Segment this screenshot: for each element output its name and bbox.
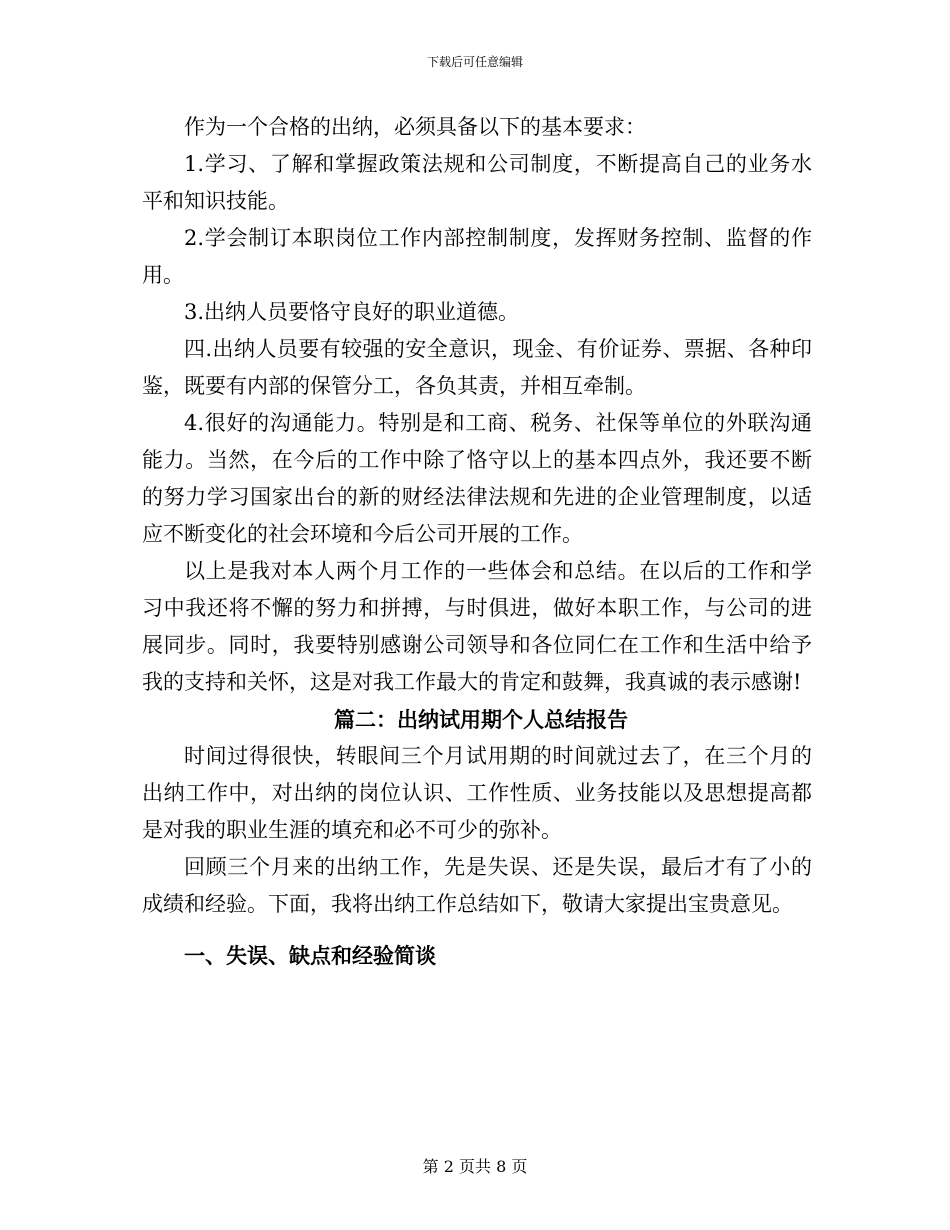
paragraph-item-2: 2.学会制订本职岗位工作内部控制制度，发挥财务控制、监督的作用。 (142, 226, 812, 287)
paragraph-item-1: 1.学习、了解和掌握政策法规和公司制度，不断提高自己的业务水平和知识技能。 (142, 152, 812, 213)
page-header: 下载后可任意编辑 (426, 55, 523, 69)
paragraph-item-3: 3.出纳人员要恪守良好的职业道德。 (184, 300, 520, 324)
page-number: 第 2 页共 8 页 (422, 1157, 528, 1176)
paragraph-conclusion: 以上是我对本人两个月工作的一些体会和总结。在以后的工作和学习中我还将不懈的努力和拼搏，与时俱进，做好本职工作，与公司的进展同步。同时，我要特别感谢公司领导和各位同仁在工作和生活中给予我的支持和关怀，这是对我工作最大的肯定和鼓舞，我真诚的表示感谢! (142, 559, 812, 694)
paragraph-intro: 作为一个合格的出纳，必须具备以下的基本要求： (184, 115, 646, 139)
section-subheading: 一、失误、缺点和经验简谈 (184, 943, 436, 968)
paragraph-section2-review: 回顾三个月来的出纳工作，先是失误、还是失误，最后才有了小的成绩和经验。下面，我将出纳工作总结如下，敬请大家提出宝贵意见。 (142, 855, 812, 916)
section-title: 篇二：出纳试用期个人总结报告 (334, 707, 628, 732)
paragraph-section2-intro: 时间过得很快，转眼间三个月试用期的时间就过去了，在三个月的出纳工作中，对出纳的岗位认识、工作性质、业务技能以及思想提高都是对我的职业生涯的填充和必不可少的弥补。 (142, 744, 812, 842)
document-body (142, 109, 812, 974)
paragraph-item-4-communication: 4.很好的沟通能力。特别是和工商、税务、社保等单位的外联沟通能力。当然，在今后的工作中除了恪守以上的基本四点外，我还要不断的努力学习国家出台的新的财经法律法规和先进的企业管理制度，以适应不断变化的社会环境和今后公司开展的工作。 (142, 411, 812, 546)
paragraph-item-4-security: 四.出纳人员要有较强的安全意识，现金、有价证券、票据、各种印鉴，既要有内部的保管分工，各负其责，并相互牵制。 (142, 337, 812, 398)
